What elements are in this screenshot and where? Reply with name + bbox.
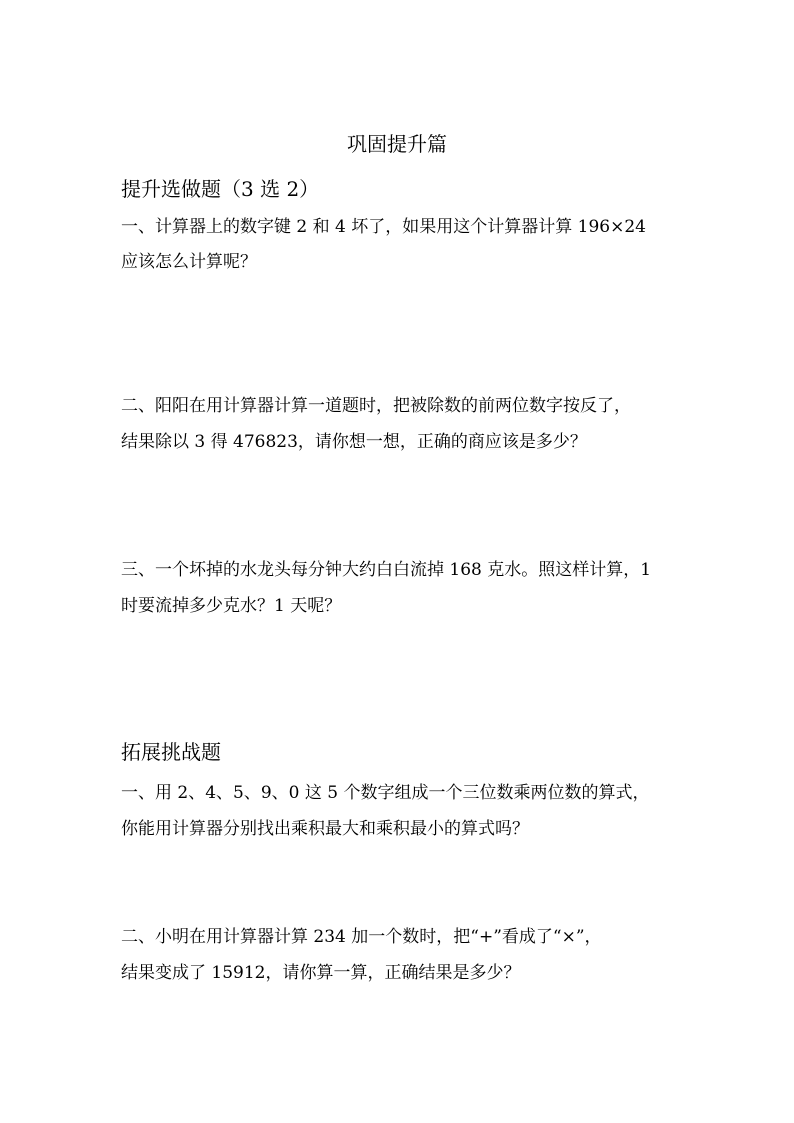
question-2-line-2: 结果除以 3 得 476823，请你想一想，正确的商应该是多少？: [121, 432, 587, 452]
page-title: 巩固提升篇: [347, 132, 447, 156]
question-2-line-1: 二、阳阳在用计算器计算一道题时，把被除数的前两位数字按反了，: [121, 396, 631, 416]
challenge-2-line-2: 结果变成了 15912，请你算一算，正确结果是多少？: [121, 963, 521, 983]
section-heading-improvement: 提升选做题（3 选 2）: [121, 177, 320, 201]
question-1-line-1: 一、计算器上的数字键 2 和 4 坏了，如果用这个计算器计算 196×24: [121, 217, 646, 237]
section-heading-challenge: 拓展挑战题: [121, 740, 221, 764]
challenge-2-line-1: 二、小明在用计算器计算 234 加一个数时，把“+”看成了“×”，: [121, 927, 602, 947]
challenge-1-line-1: 一、用 2、4、5、9、0 这 5 个数字组成一个三位数乘两位数的算式，: [121, 783, 650, 803]
challenge-1-line-2: 你能用计算器分别找出乘积最大和乘积最小的算式吗？: [121, 819, 529, 839]
question-3-line-2: 时要流掉多少克水？1 天呢？: [121, 596, 342, 616]
question-3-line-1: 三、一个坏掉的水龙头每分钟大约白白流掉 168 克水。照这样计算，1: [121, 560, 652, 580]
question-1-line-2: 应该怎么计算呢？: [121, 252, 257, 272]
